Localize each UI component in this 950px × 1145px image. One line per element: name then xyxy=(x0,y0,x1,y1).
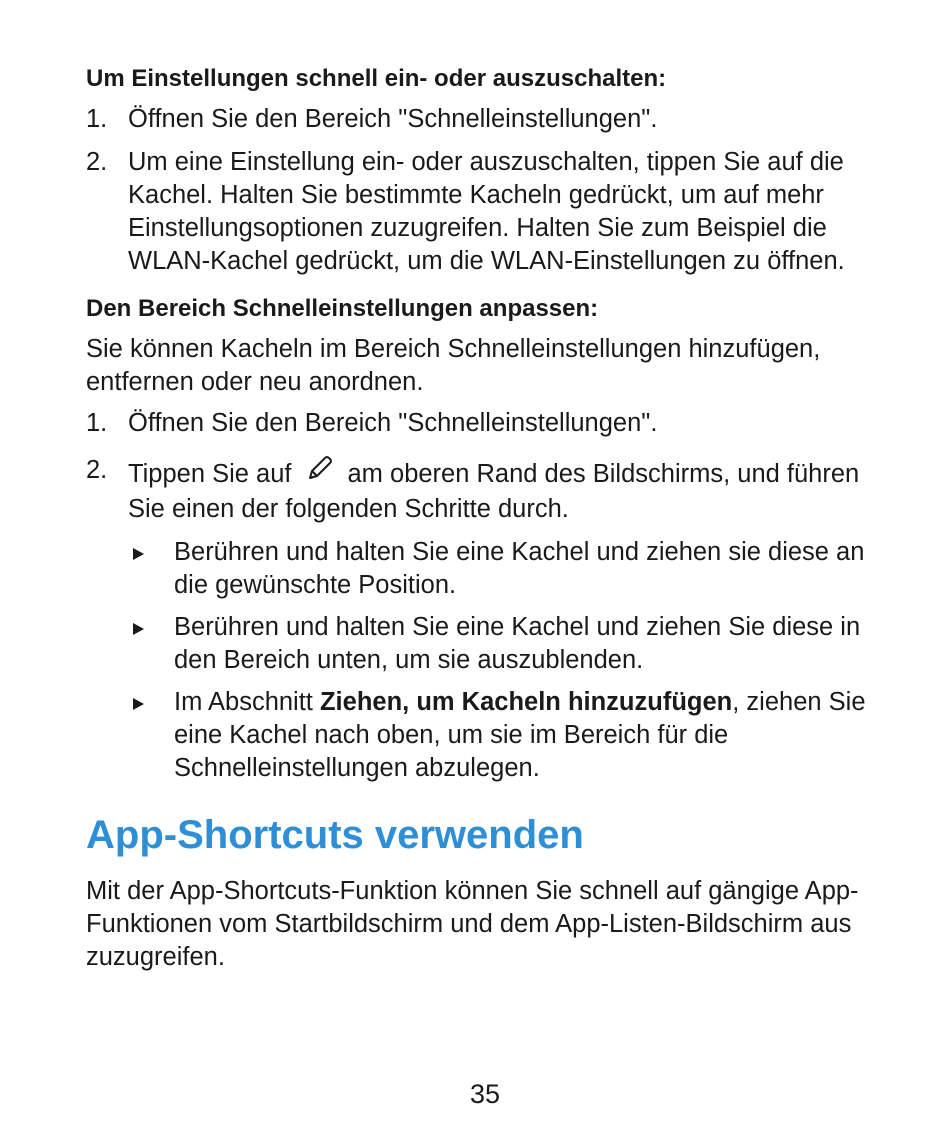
body-paragraph: Mit der App-Shortcuts-Funktion können Sie schnell auf gängige App-Funktionen vom Startbildschirm und dem App-Listen-Bildschirm aus zuzugreifen. xyxy=(86,877,859,971)
bullet-item xyxy=(86,686,896,785)
list-item-text: Öffnen Sie den Bereich "Schnelleinstellungen". xyxy=(128,409,658,437)
section-heading-toggle-settings: Um Einstellungen schnell ein- oder auszuschalten: xyxy=(86,65,667,92)
bullet-text: Berühren und halten Sie eine Kachel und ziehen Sie diese in den Bereich unten, um sie auszublenden. xyxy=(174,613,861,674)
intro-paragraph: Sie können Kacheln im Bereich Schnelleinstellungen hinzufügen, entfernen oder neu anordnen. xyxy=(86,335,821,396)
section-title: App-Shortcuts verwenden xyxy=(86,813,584,857)
bullet-arrow-icon xyxy=(133,548,144,560)
list-number: 1. xyxy=(86,105,108,133)
list-item xyxy=(86,454,896,526)
bullet-arrow-icon xyxy=(133,698,144,710)
list-item-text: Öffnen Sie den Bereich "Schnelleinstellungen". xyxy=(128,105,658,133)
bullet-text-before: Im Abschnitt xyxy=(174,688,320,716)
bullet-arrow-icon xyxy=(133,623,144,635)
list-item xyxy=(86,103,896,136)
list-number: 2. xyxy=(86,148,108,176)
list-number: 1. xyxy=(86,409,108,437)
bullet-text: Berühren und halten Sie eine Kachel und ziehen sie diese an die gewünschte Position. xyxy=(174,538,865,599)
list-item xyxy=(86,407,896,440)
page-number: 35 xyxy=(469,1079,501,1109)
bullet-text-bold: Ziehen, um Kacheln hinzuzufügen xyxy=(319,688,733,716)
bullet-text-after: , ziehen Sie eine Kachel nach oben, um sie im Bereich für die Schnelleinstellungen abzulegen. xyxy=(174,688,866,782)
document-page xyxy=(86,62,896,982)
section-heading-customize: Den Bereich Schnelleinstellungen anpassen: xyxy=(86,295,599,322)
list-item-text: Um eine Einstellung ein- oder auszuschalten, tippen Sie auf die Kachel. Halten Sie bestimmte Kacheln gedrückt, um auf mehr Einstellungsoptionen zuzugreifen. Halten Sie zum Beispiel die WLAN-Kachel gedrückt, um die WLAN-Einstellungen zu öffnen. xyxy=(128,148,845,275)
list-item-text-before-icon: Tippen Sie auf xyxy=(128,460,292,488)
list-number: 2. xyxy=(86,456,108,484)
bullet-item xyxy=(86,536,896,602)
pencil-icon xyxy=(304,454,334,493)
bullet-item xyxy=(86,611,896,677)
list-item-text-after-icon: am oberen Rand des Bildschirms, und führen Sie einen der folgenden Schritte durch. xyxy=(128,460,860,523)
list-item xyxy=(86,146,896,278)
